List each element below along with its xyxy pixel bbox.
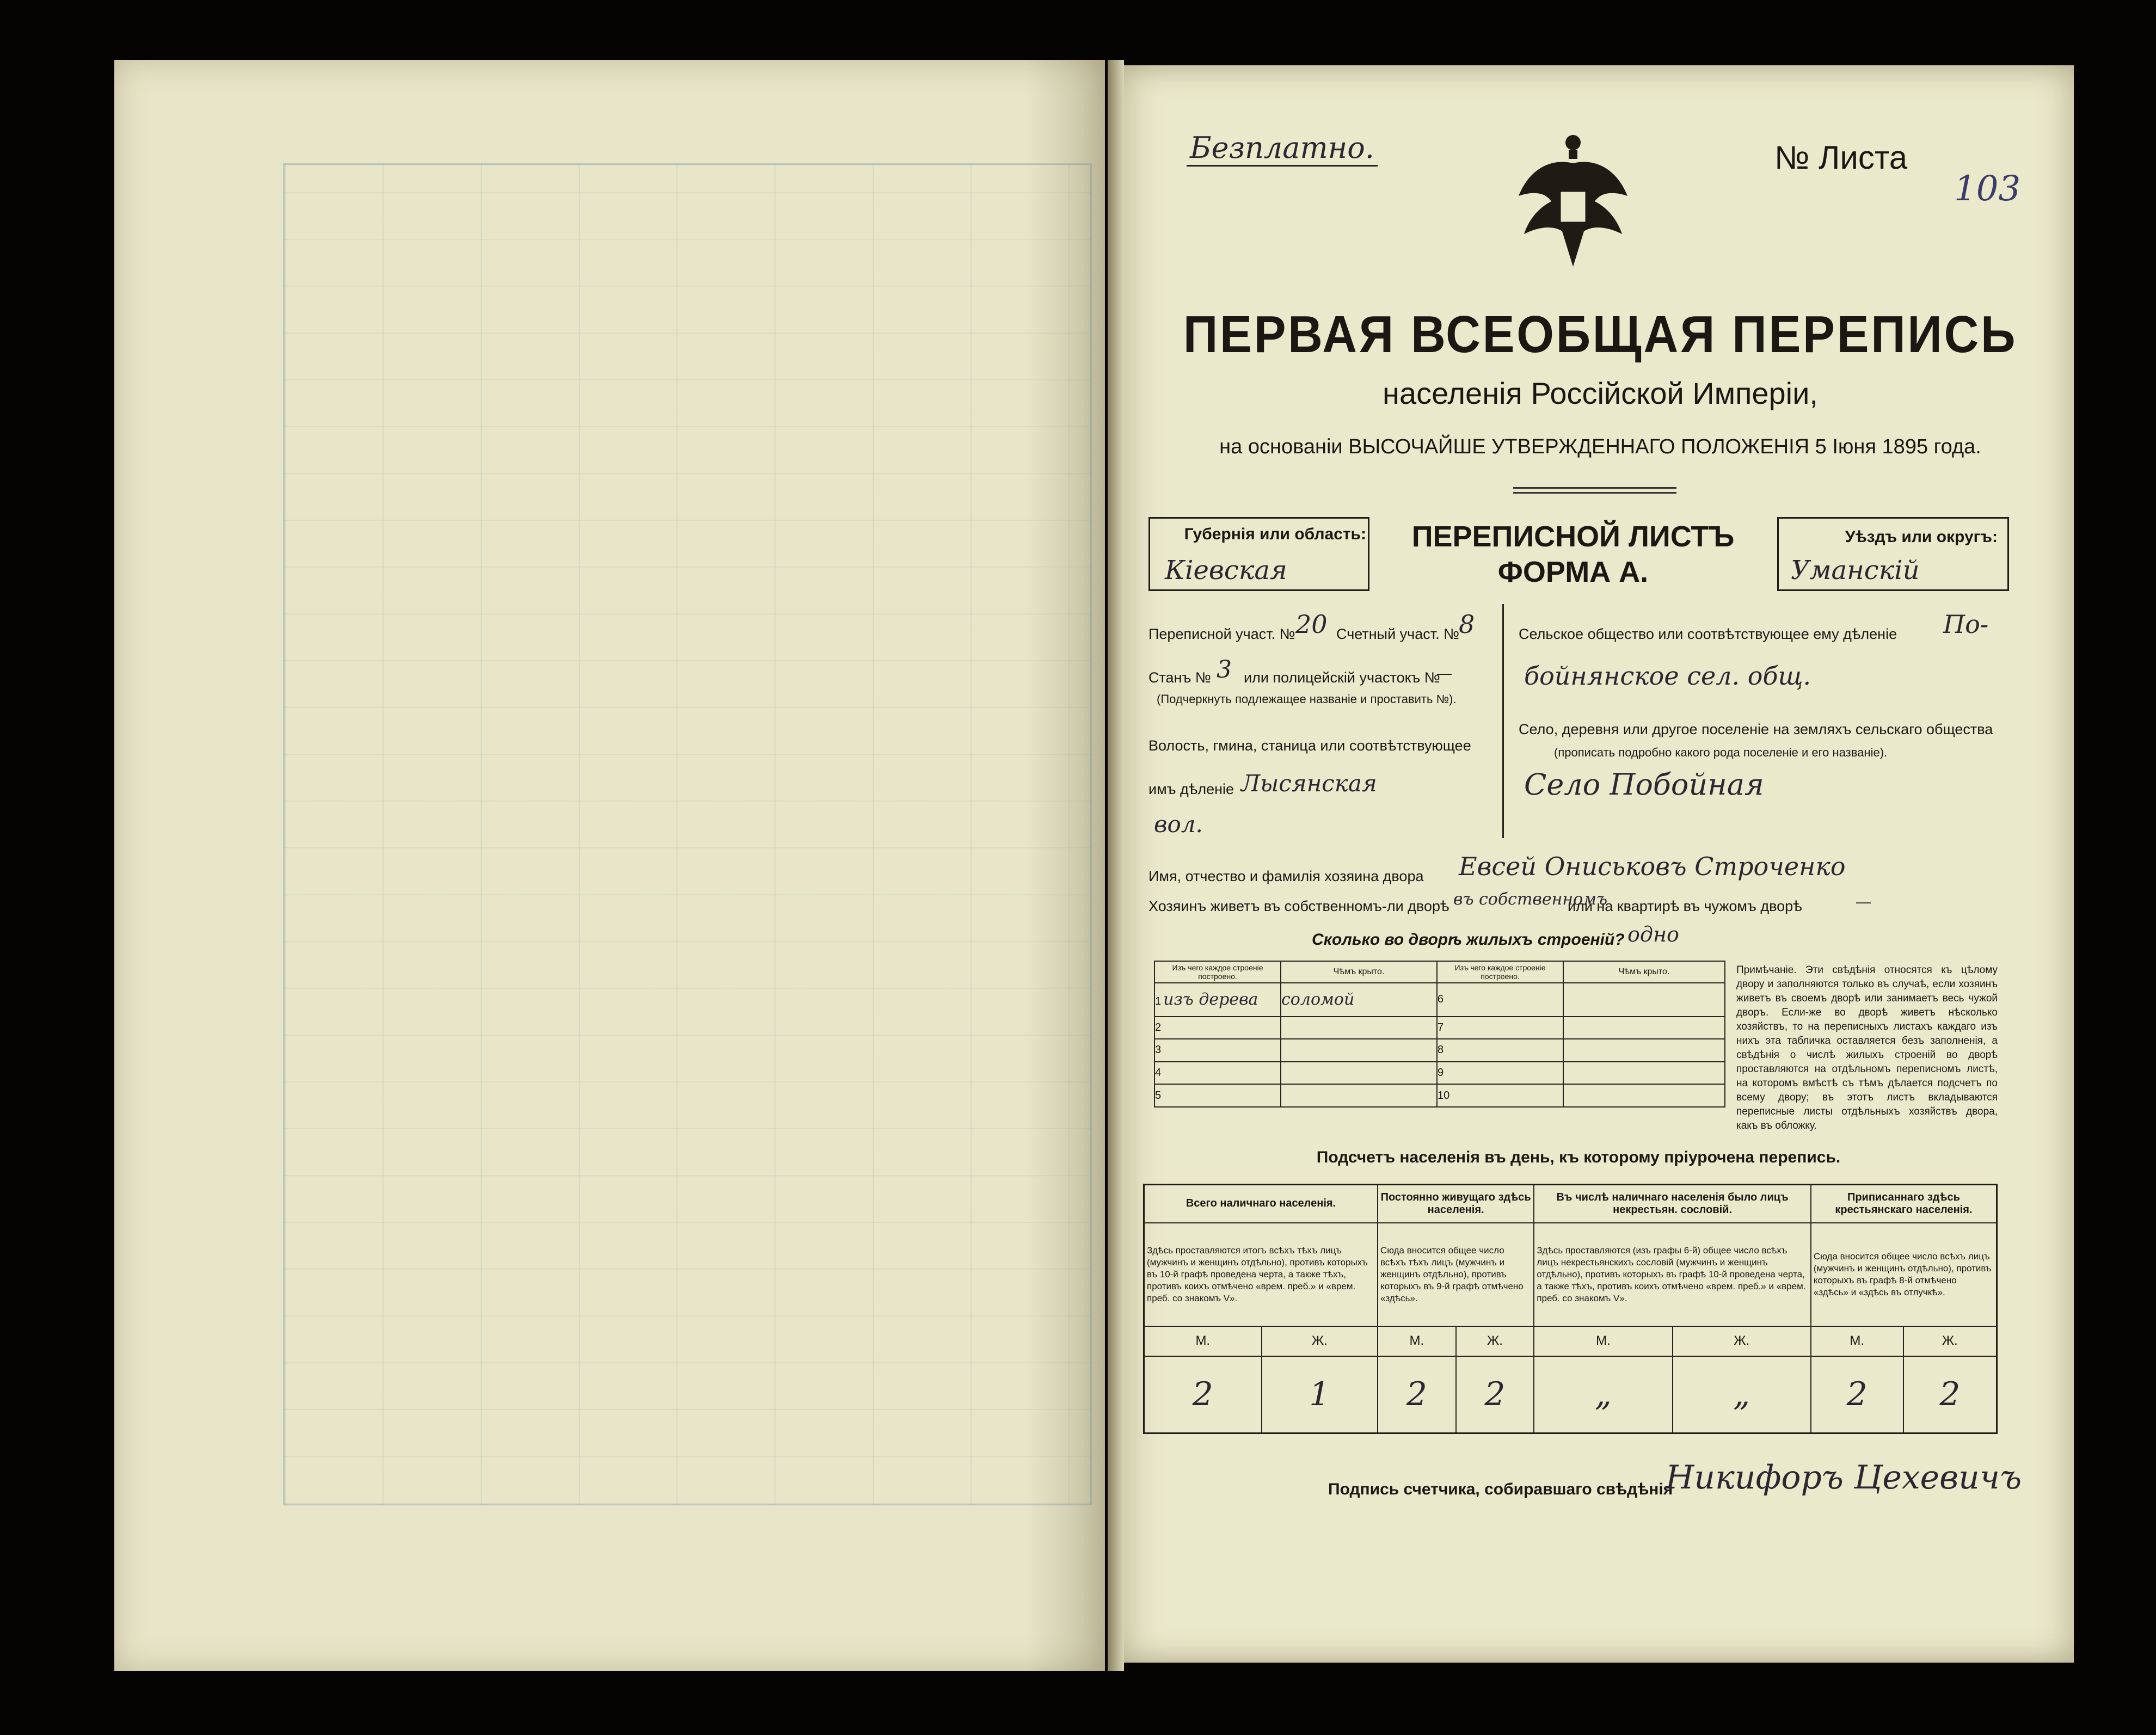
owner-lives-label-1: Хозяинъ живетъ въ собственномъ-ли дворѣ [1148, 898, 1449, 914]
uezd-value: Уманскій [1791, 555, 1920, 586]
count-heading-non-peasant: Въ числѣ наличнаго населенія было лицъ некрестьян. сословій. [1556, 1191, 1789, 1216]
count-desc-non-peasant: Здѣсь проставляются (изъ графы 6-й) общее число всѣхъ лицъ некрестьянскихъ сословій (мужчинъ и женщинъ отдѣльно), противъ которыхъ въ графѣ 10-й проведена черта, а также тѣхъ, противъ коихъ отмѣчено «врем. преб.» и «врем. преб. со знакомъ V». [1537, 1245, 1806, 1303]
buildings-col-roof: Чѣмъ крыто. [1333, 967, 1385, 976]
rural-society-value-1: По- [1943, 610, 1989, 639]
count-registered-f: 2 [1903, 1356, 1997, 1433]
census-area-value: 20 [1295, 610, 1328, 639]
form-title-line1: ПЕРЕПИСНОЙ ЛИСТЪ [1411, 520, 1735, 553]
buildings-row: 1 изъ дерева соломой 6 [1154, 983, 1725, 1017]
village-label: Село, деревня или другое поселеніе на земляхъ сельскаго общества [1519, 721, 1993, 737]
owner-name-value: Евсей Ониськовъ Строченко [1459, 852, 1846, 881]
volost-value-1: Лысянская [1241, 770, 1377, 797]
count-f-header: Ж. [1673, 1326, 1811, 1356]
buildings-col-roof-2: Чѣмъ крыто. [1618, 967, 1670, 976]
document-title: ПЕРВАЯ ВСЕОБЩАЯ ПЕРЕПИСЬ [1183, 305, 2018, 364]
sheet-number-label: № Листа [1774, 139, 1908, 176]
underline-note: (Подчеркнуть подлежащее названіе и проставить №). [1157, 692, 1457, 706]
owner-lives-value: въ собственномъ [1453, 890, 1608, 909]
buildings-material-1: изъ дерева [1163, 990, 1258, 1010]
police-label: или полицейскій участокъ № [1244, 669, 1440, 686]
rural-society-value-2: бойнянское сел. общ. [1524, 661, 1811, 691]
count-permanent-m: 2 [1378, 1356, 1456, 1433]
imperial-eagle-emblem [1508, 131, 1638, 278]
owner-lives-value-2: — [1856, 894, 1871, 910]
buildings-row: 4 9 [1154, 1062, 1725, 1085]
population-count-table [1143, 1184, 1998, 1434]
count-total-m: 2 [1144, 1356, 1262, 1433]
count-m-header: М. [1534, 1326, 1672, 1356]
buildings-roof-1: соломой [1281, 990, 1355, 1010]
village-value: Село Побойная [1524, 767, 1764, 802]
left-page-bleedthrough-grid [283, 163, 1092, 1505]
buildings-col-material-2: Изъ чего каждое строеніе построено. [1454, 963, 1546, 981]
form-title-line2: ФОРМА А. [1497, 556, 1649, 588]
book-spine [1108, 60, 1124, 1671]
count-m-header: М. [1811, 1326, 1903, 1356]
census-area-label: Переписной участ. № [1148, 626, 1295, 642]
volost-value-2: вол. [1154, 811, 1203, 838]
count-f-header: Ж. [1903, 1326, 1997, 1356]
buildings-table [1154, 961, 1725, 1108]
count-permanent-f: 2 [1456, 1356, 1534, 1433]
count-heading-total: Всего наличнаго населенія. [1186, 1197, 1336, 1210]
signature-label: Подпись счетчика, собиравшаго свѣдѣнія [1328, 1480, 1673, 1498]
uezd-label: Уѣздъ или округъ: [1845, 528, 1998, 546]
volost-label-2: имъ дѣленіе [1148, 781, 1234, 797]
count-desc-total: Здѣсь проставляются итогъ всѣхъ тѣхъ лицъ (мужчинъ и женщинъ отдѣльно), противъ которыхъ въ 10-й графѣ проведена черта, а также тѣхъ, противъ коихъ отмѣчено «врем. преб.» и «врем. преб. со знакомъ V». [1147, 1245, 1368, 1303]
buildings-row: 2 7 [1154, 1017, 1725, 1039]
signature-value: Никифоръ Цехевичъ [1666, 1459, 2022, 1497]
count-area-value: 8 [1459, 610, 1475, 639]
buildings-note: Примѣчаніе. Эти свѣдѣнія относятся къ цѣлому двору и заполняются только въ случаѣ, если хозяинъ живетъ въ своемъ дворѣ или занимаетъ весь чужой дворъ. Если-же во дворѣ живетъ нѣсколько хозяйствъ, то на переписныхъ листахъ каждаго изъ нихъ эта табличка оставляется безъ заполненія, а свѣдѣнія о числѣ жилыхъ строеній во дворѣ проставляются на отдѣльномъ переписномъ листѣ, на которомъ вмѣстѣ съ тѣмъ дѣлается подсчетъ по всему двору; въ этотъ листъ вкладываются переписные листы отдѣльныхъ хозяйствъ двора, какъ въ обложку. [1736, 964, 1998, 1131]
stan-value: 3 [1217, 656, 1232, 684]
owner-lives-label-2: или на квартирѣ въ чужомъ дворѣ [1568, 898, 1802, 914]
sheet-number-value: 103 [1954, 169, 2021, 209]
ornament-divider [1513, 487, 1676, 494]
buildings-label: Сколько во дворѣ жилыхъ строеній? [1312, 931, 1625, 949]
count-non-peasant-m: „ [1534, 1356, 1672, 1433]
buildings-col-material: Изъ чего каждое строеніе построено. [1172, 963, 1263, 981]
count-non-peasant-f: „ [1673, 1356, 1811, 1433]
count-area-label: Счетный участ. № [1336, 626, 1460, 642]
rural-society-label: Сельское общество или соотвѣтствующее ему дѣленіе [1519, 626, 1897, 642]
count-registered-m: 2 [1811, 1356, 1903, 1433]
stan-label: Станъ № [1148, 669, 1211, 686]
village-note: (прописать подробно какого рода поселеніе и его названіе). [1554, 746, 1888, 759]
count-title: Подсчетъ населенія въ день, къ которому пріурочена перепись. [1316, 1148, 1841, 1166]
gubernia-label: Губернія или область: [1184, 525, 1366, 543]
buildings-row: 5 10 [1154, 1084, 1725, 1107]
police-value: — [1437, 665, 1452, 681]
count-desc-permanent: Сюда вносится общее число всѣхъ тѣхъ лицъ (мужчинъ и женщинъ отдѣльно), противъ которыхъ въ 9-й графѣ отмѣчено «здѣсь». [1380, 1245, 1524, 1303]
count-f-header: Ж. [1456, 1326, 1534, 1356]
owner-name-label: Имя, отчество и фамилія хозяина двора [1148, 868, 1424, 884]
volost-label-1: Волость, гмина, станица или соотвѣтствующее [1148, 737, 1471, 754]
location-divider [1502, 604, 1504, 838]
document-basis: на основаніи ВЫСОЧАЙШЕ УТВЕРЖДЕННАГО ПОЛОЖЕНІЯ 5 Іюня 1895 года. [1219, 435, 1981, 458]
document-subtitle: населенія Россійской Имперіи, [1383, 376, 1818, 410]
count-desc-registered: Сюда вносится общее число всѣхъ лицъ (мужчинъ и женщинъ отдѣльно), противъ которыхъ въ графѣ 8-й отмѣчено «здѣсь» и «здѣсь въ отлучкѣ». [1813, 1251, 1992, 1297]
count-m-header: М. [1378, 1326, 1456, 1356]
count-f-header: Ж. [1262, 1326, 1378, 1356]
count-total-f: 1 [1262, 1356, 1378, 1433]
buildings-row: 3 8 [1154, 1039, 1725, 1062]
buildings-value: одно [1627, 922, 1679, 946]
count-heading-permanent: Постоянно живущаго здѣсь населенія. [1380, 1191, 1531, 1216]
free-label: Безплатно. [1187, 131, 1378, 167]
count-heading-registered: Приписаннаго здѣсь крестьянскаго населенія. [1835, 1191, 1973, 1216]
count-m-header: М. [1144, 1326, 1262, 1356]
gubernia-value: Кіевская [1165, 555, 1287, 586]
